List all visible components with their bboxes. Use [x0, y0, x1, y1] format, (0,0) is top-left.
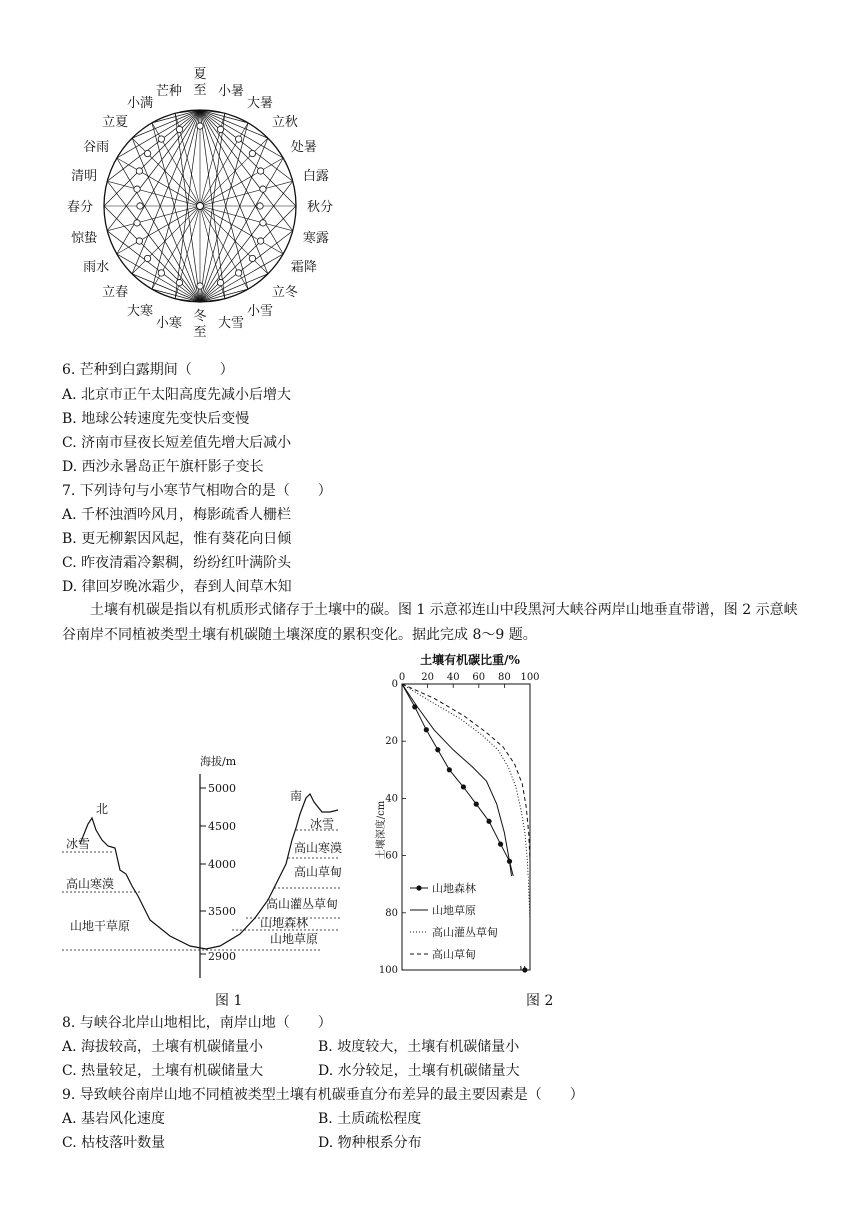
figure-2-chart [370, 650, 550, 980]
tick-4500: 4500 [208, 820, 236, 833]
solar-chord-line [200, 113, 225, 302]
earth-position-dot [136, 238, 142, 244]
question-6-option-b: B. 地球公转速度先变快后变慢 [62, 411, 250, 427]
series-point [486, 819, 491, 824]
earth-position-dot [257, 168, 263, 174]
legend-swatch-dot [416, 885, 421, 890]
question-6-option-a: A. 北京市正午太阳高度先减小后增大 [62, 387, 292, 403]
solar-term-label: 大寒 [126, 303, 154, 319]
legend-label: 山地森林 [432, 882, 476, 895]
solar-term-label: 小暑 [218, 84, 245, 100]
solar-term-label: 大暑 [246, 96, 274, 112]
solar-term-label: 谷雨 [83, 140, 110, 155]
earth-position-dot [217, 126, 223, 132]
earth-position-dot [158, 270, 164, 276]
earth-position-dot [134, 220, 140, 226]
y-tick-label: 40 [385, 793, 398, 805]
tick-5000: 5000 [208, 782, 236, 795]
x-tick-label: 0 [398, 672, 406, 683]
solar-terms-chords [104, 110, 296, 302]
solar-term-label: 雨水 [83, 260, 110, 275]
solar-term-label: 夏至 [193, 67, 207, 98]
solar-chord-line [132, 110, 200, 274]
solar-term-label: 秋分 [306, 200, 334, 215]
earth-position-dot [197, 283, 203, 289]
x-tick-label: 20 [421, 672, 434, 683]
solar-term-label: 小寒 [155, 315, 182, 331]
x-tick-label: 100 [520, 672, 540, 683]
chart-title: 土壤有机碳比重/% [420, 653, 520, 667]
solar-term-label: 小满 [126, 96, 154, 112]
question-9-stem: 9. 导致峡谷南岸山地不同植被类型土壤有机碳垂直分布差异的最主要因素是（ ） [62, 1087, 584, 1103]
earth-position-dot [158, 136, 164, 142]
solar-chord-line [200, 110, 268, 274]
solar-term-label: 立夏 [102, 115, 129, 131]
question-8-option-a: A. 海拔较高，土壤有机碳储量小 [62, 1039, 264, 1055]
solar-term-label: 惊蛰 [71, 231, 98, 247]
solar-term-label: 冬至 [193, 309, 207, 340]
solar-term-label: 处暑 [290, 140, 317, 155]
tick-4000: 4000 [208, 858, 236, 871]
question-8-option-c: C. 热量较足，土壤有机碳储量大 [62, 1063, 264, 1079]
question-9-option-a: A. 基岩风化速度 [62, 1111, 166, 1127]
figure-2-caption: 图 2 [526, 993, 554, 1009]
solar-terms-diagram [60, 58, 360, 354]
question-8-stem: 8. 与峡谷北岸山地相比，南岸山地（ ） [62, 1015, 332, 1031]
earth-position-dot [217, 279, 223, 285]
question-9-option-c: C. 枯枝落叶数量 [62, 1135, 166, 1151]
south-zone-desert: 高山寒漠 [294, 841, 343, 855]
solar-chord-line [175, 113, 200, 302]
north-zone-ice: 冰雪 [66, 837, 91, 851]
y-tick-label: 60 [385, 850, 398, 862]
solar-term-label: 小雪 [246, 303, 274, 319]
north-zone-steppe: 山地干草原 [70, 919, 131, 933]
altitude-ticks [200, 788, 206, 954]
question-7-option-a: A. 千杯浊酒吟风月，梅影疏香人栅栏 [62, 507, 292, 523]
earth-position-dot [257, 238, 263, 244]
earth-position-dot [176, 279, 182, 285]
solar-term-label: 芒种 [155, 84, 182, 100]
question-8-option-d: D. 水分较足，土壤有机碳储量大 [318, 1063, 520, 1079]
earth-position-dot [144, 255, 150, 261]
south-zone-meadow: 高山草甸 [294, 865, 343, 879]
y-tick-label: 80 [385, 907, 398, 919]
question-7-option-b: B. 更无柳絮因风起，惟有葵花向日倾 [62, 531, 292, 547]
south-zone-forest: 山地森林 [260, 916, 309, 930]
series-point [424, 727, 429, 732]
x-tick-label: 80 [498, 672, 511, 683]
series-point [435, 747, 440, 752]
earth-position-dot [176, 126, 182, 132]
solar-term-label: 霜降 [290, 260, 317, 275]
x-tick-label: 60 [472, 672, 486, 683]
solar-chord-line [132, 138, 200, 302]
series-point [447, 767, 452, 772]
south-zone-steppe: 山地草原 [270, 932, 319, 946]
y-axis-label: 土壤深度/cm [376, 800, 387, 860]
figure-1-valley-profile [60, 740, 350, 980]
solar-chord-line [200, 110, 225, 299]
figure-1-caption: 图 1 [215, 993, 243, 1009]
earth-position-dot [260, 186, 266, 192]
tick-3500: 3500 [208, 905, 236, 918]
earth-position-dot [136, 168, 142, 174]
y-tick-label: 20 [385, 736, 398, 748]
question-6-option-d: D. 西沙永暑岛正午旗杆影子变长 [62, 459, 264, 475]
south-label: 南 [290, 789, 303, 803]
question-7-option-d: D. 律回岁晚冰霜少，春到人间草木知 [62, 579, 292, 595]
series-point [498, 842, 503, 847]
question-8-option-b: B. 坡度较大，土壤有机碳储量小 [318, 1039, 520, 1055]
earth-position-dot [235, 270, 241, 276]
chart-legend [408, 876, 528, 966]
earth-position-dot [260, 220, 266, 226]
solar-term-label: 大雪 [218, 315, 245, 331]
solar-term-label: 春分 [66, 200, 94, 215]
question-9-option-b: B. 土质疏松程度 [318, 1111, 422, 1127]
y-tick-label: 0 [391, 679, 398, 690]
solar-chord-line [200, 138, 268, 302]
series-point [522, 967, 527, 972]
north-label: 北 [96, 802, 109, 816]
question-6-stem: 6. 芒种到白露期间（ ） [62, 362, 234, 378]
solar-term-label: 立春 [102, 284, 129, 300]
earth-position-dot [249, 150, 255, 156]
earth-position-dot [249, 255, 255, 261]
solar-chord-line [175, 110, 200, 299]
earth-position-dot [197, 123, 203, 129]
question-7-option-c: C. 昨夜清霜冷絮稠，纷纷红叶满阶头 [62, 555, 292, 571]
north-zone-desert: 高山寒漠 [66, 877, 115, 891]
x-tick-label: 40 [446, 672, 460, 683]
earth-position-dot [144, 150, 150, 156]
solar-term-label: 白露 [302, 168, 329, 184]
solar-term-label: 立冬 [271, 284, 298, 300]
intro-paragraph: 土壤有机碳是指以有机质形式储存于土壤中的碳。图 1 示意祁连山中段黑河大峡谷两岸山地垂直带谱，图 2 示意峡谷南岸不同植被类型土壤有机碳随土壤深度的累积变化。据此完成 8～9 题。 [62, 602, 798, 643]
earth-position-dot [235, 136, 241, 142]
question-9-option-d: D. 物种根系分布 [318, 1135, 422, 1151]
south-zone-shrub-meadow: 高山灌丛草甸 [266, 897, 339, 911]
question-7-stem: 7. 下列诗句与小寒节气相吻合的是（ ） [62, 483, 332, 499]
south-zone-ice: 冰雪 [310, 817, 335, 831]
earth-position-dot [134, 186, 140, 192]
earth-position-dot [137, 203, 143, 209]
series-point [461, 784, 466, 789]
question-6-option-c: C. 济南市昼夜长短差值先增大后减小 [62, 435, 292, 451]
altitude-axis-title: 海拔/m [200, 755, 237, 768]
legend-label: 高山灌丛草甸 [432, 926, 498, 939]
sun-dot [197, 203, 204, 210]
legend-label: 高山草甸 [432, 948, 476, 961]
solar-term-label: 寒露 [302, 231, 329, 247]
legend-label: 山地草原 [432, 904, 476, 917]
solar-term-label: 清明 [71, 168, 98, 184]
solar-term-label: 立秋 [271, 115, 298, 131]
tick-2900: 2900 [208, 950, 236, 963]
earth-position-dot [257, 203, 263, 209]
series-point [474, 802, 479, 807]
y-tick-label: 100 [378, 965, 398, 976]
